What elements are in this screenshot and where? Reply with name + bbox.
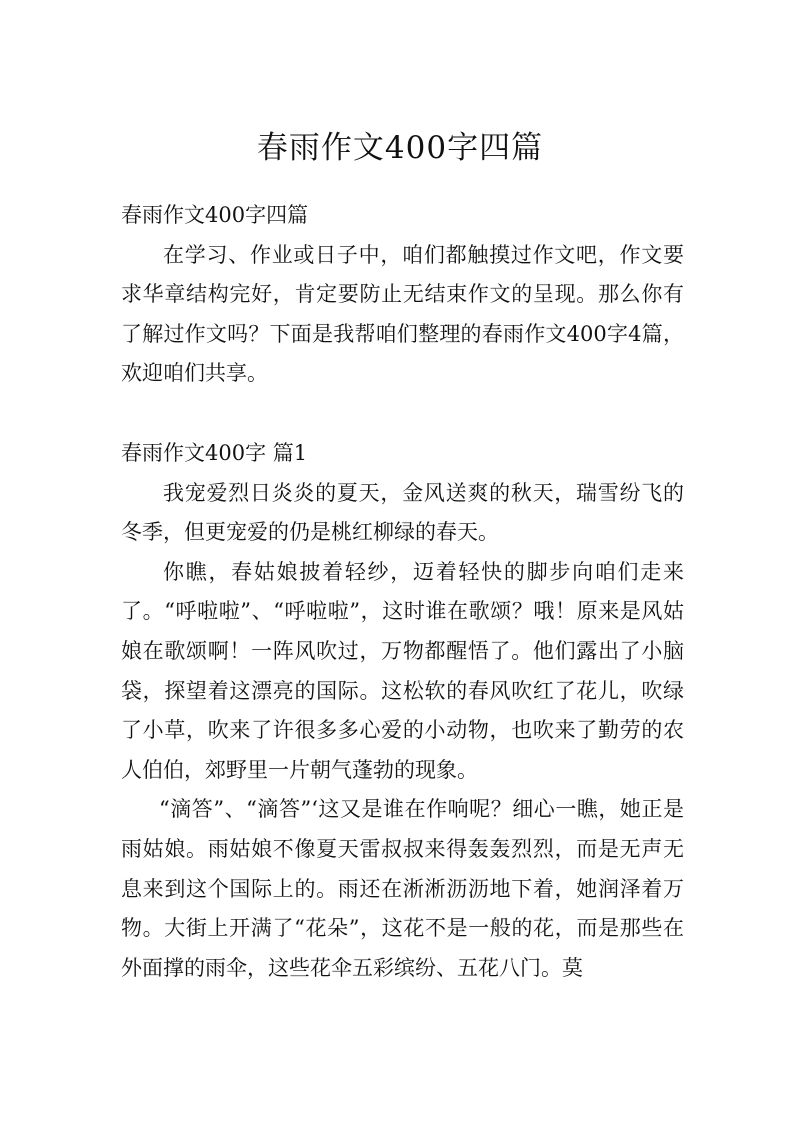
document-title: 春雨作文400字四篇 bbox=[256, 130, 544, 166]
section-1-paragraph-2: 你瞧，春姑娘披着轻纱，迈着轻快的脚步向咱们走来了。“呼啦啦”、“呼啦啦”，这时谁在歌颂？哦！原来是风姑娘在歌颂啊！一阵风吹过，万物都醒悟了。他们露出了小脑袋，探望着这漂亮的国际。这松软的春风吹红了花儿，吹绿了小草，吹来了许很多多心爱的小动物，也吹来了勤劳的农人伯伯，郊野里一片朝气蓬勃的现象。 bbox=[121, 559, 684, 782]
intro-paragraph: 在学习、作业或日子中，咱们都触摸过作文吧，作文要求华章结构完好，肯定要防止无结束作文的呈现。那么你有了解过作文吗？下面是我帮咱们整理的春雨作文400字4篇，欢迎咱们共享。 bbox=[121, 242, 684, 386]
section-1-paragraph-1: 我宠爱烈日炎炎的夏天，金风送爽的秋天，瑞雪纷飞的冬季，但更宠爱的仍是桃红柳绿的春天。 bbox=[121, 480, 684, 545]
document-body bbox=[121, 196, 684, 988]
section-spacer bbox=[121, 394, 684, 434]
section-1-paragraph-3: “滴答”、“滴答”‘这又是谁在作响呢？细心一瞧，她正是雨姑娘。雨姑娘不像夏天雷叔叔来得轰轰烈烈，而是无声无息来到这个国际上的。雨还在淅淅沥沥地下着，她润泽着万物。大街上开满了“花朵”，这花不是一般的花，而是那些在外面撑的雨伞，这些花伞五彩缤纷、五花八门。莫 bbox=[121, 797, 684, 980]
section-1-heading: 春雨作文400字 篇1 bbox=[121, 440, 308, 465]
intro-heading: 春雨作文400字四篇 bbox=[121, 203, 309, 227]
